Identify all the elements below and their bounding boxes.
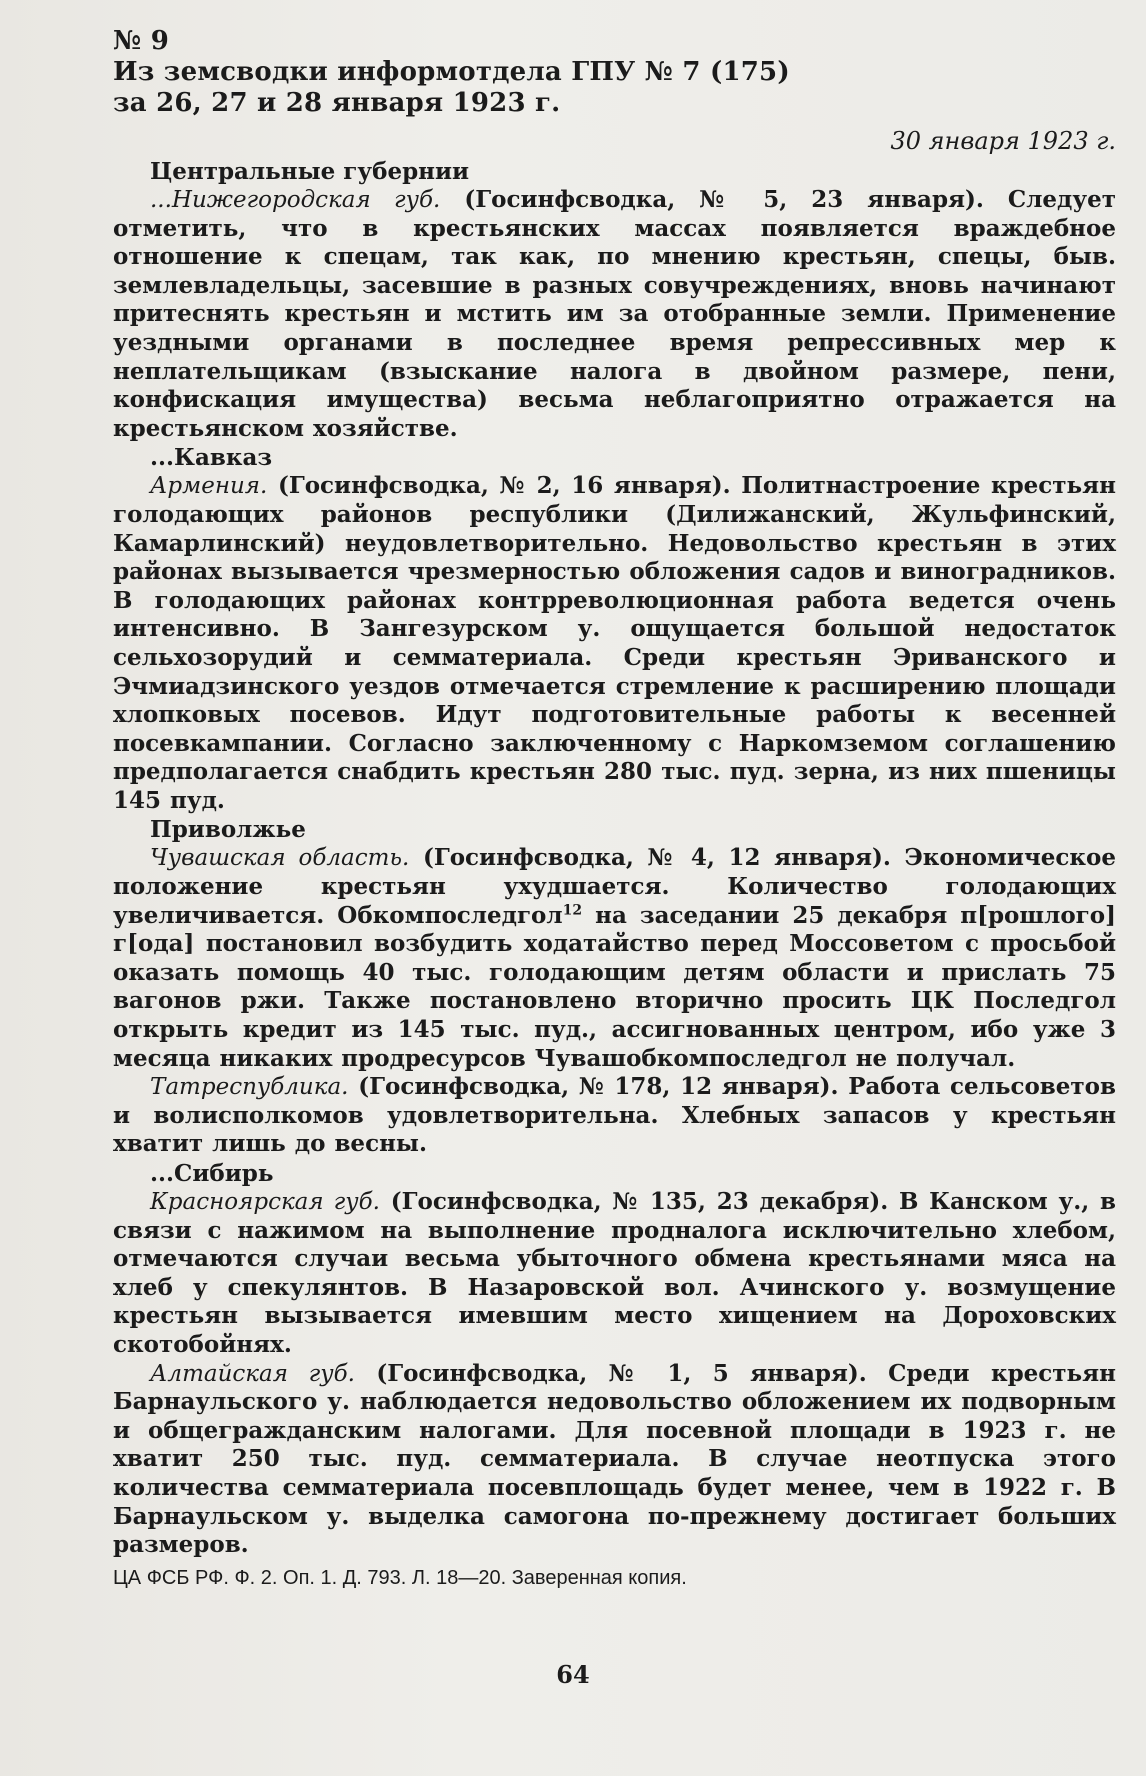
region-altai: Алтайская губ. xyxy=(150,1360,355,1387)
paragraph-krasnoyarsk xyxy=(113,1188,1116,1360)
section-siberia: ...Сибирь xyxy=(150,1160,274,1187)
section-caucasus: ...Кавказ xyxy=(150,444,273,472)
region-armenia: Армения. xyxy=(150,473,268,500)
document-date: 30 января 1923 г. xyxy=(890,127,1116,155)
document-number: № 9 xyxy=(113,26,170,56)
paragraph-chuvash xyxy=(113,844,1116,1073)
archive-source: ЦА ФСБ РФ. Ф. 2. Оп. 1. Д. 793. Л. 18—20. Заверенная копия. xyxy=(113,1566,687,1589)
region-tatar: Татреспублика. xyxy=(150,1074,349,1101)
paragraph-text: (Госинфсводка, № 5, 23 января). Следует отметить, что в крестьянских массах появляется враждебное отношение к спецам, так как, по мнению крестьян, спецы, быв. землевладельцы, засевшие в разных совучреждениях, вновь начинают притеснять крестьян и мстить им за отобранные земли. Применение уездными органами в последнее время репрессивных мер к неплательщикам (взыскание налога в двойном размере, пени, конфискация имущества) весьма неблагоприятно отражается на крестьянском хозяйстве. xyxy=(113,186,1116,442)
paragraph-text: (Госинфсводка, № 135, 23 декабря). В Канском у., в связи с нажимом на выполнение продналога исключительно хлебом, отмечаются случаи весьма убыточного обмена крестьянами мяса на хлеб у спекулянтов. В Назаровской вол. Ачинского у. возмущение крестьян вызывается имевшим место хищением на Дороховских скотобойнях. xyxy=(113,1188,1116,1358)
document-title-line-1: Из земсводки информотдела ГПУ № 7 (175) xyxy=(113,57,790,87)
paragraph-altai xyxy=(113,1360,1116,1560)
paragraph-text: (Госинфсводка, № 2, 16 января). Политнастроение крестьян голодающих районов республики (Дилижанский, Жульфинский, Камарлинский) неудовлетворительно. Недовольство крестьян в этих районах вызывается чрезмерностью обложения садов и виноградников. В голодающих районах контрреволюционная работа ведется очень интенсивно. В Зангезурском у. ощущается большой недостаток сельхозорудий и семматериала. Среди крестьян Эриванского и Эчмиадзинского уездов отмечается стремление к расширению площади хлопковых посевов. Идут подготовительные работы к весенней посевкампании. Согласно заключенному с Наркомземом соглашению предполагается снабдить крестьян 280 тыс. пуд. зерна, из них пшеницы 145 пуд. xyxy=(113,472,1116,814)
paragraph-armenia xyxy=(113,472,1116,815)
page-number: 64 xyxy=(556,1660,590,1689)
region-nizhny: ...Нижегородская губ. xyxy=(150,187,441,213)
region-chuvash: Чувашская область. xyxy=(150,845,410,872)
footnote-marker[interactable]: 12 xyxy=(562,902,583,918)
paragraph-text: (Госинфсводка, № 1, 5 января). Среди крестьян Барнаульского у. наблюдается недовольство обложением их подворным и общегражданским налогами. Для посевной площади в 1923 г. не хватит 250 тыс. пуд. семматериала. В случае неотпуска этого количества семматериала посевплощадь будет менее, чем в 1922 г. В Барнаульском у. выделка самогона по-прежнему достигает больших размеров. xyxy=(113,1359,1116,1559)
section-volga: Приволжье xyxy=(150,816,306,844)
section-central: Центральные губернии xyxy=(150,158,470,185)
document-title-line-2: за 26, 27 и 28 января 1923 г. xyxy=(113,88,561,118)
paragraph-text: на заседании 25 декабря п[рошлого] г[ода] постановил возбудить ходатайство перед Моссоветом с просьбой оказать помощь 40 тыс. голодающим детям области и прислать 75 вагонов ржи. Также постановлено вторично просить ЦК Последгол открыть кредит из 145 тыс. пуд., ассигнованных центром, ибо уже 3 месяца никаких продресурсов Чувашобкомпоследгол не получал. xyxy=(113,901,1116,1072)
paragraph-nizhny xyxy=(113,186,1116,443)
region-krasnoyarsk: Красноярская губ. xyxy=(150,1189,380,1215)
document-body xyxy=(113,26,1116,1592)
paragraph-tatar xyxy=(113,1073,1116,1159)
paragraph-text: (Госинфсводка, № 4, 12 января). Экономическое положение крестьян ухудшается. Количество голодающих увеличивается. Обкомпоследгол xyxy=(113,844,1117,929)
paragraph-text: (Госинфсводка, № 178, 12 января). Работа сельсоветов и волисполкомов удовлетворительна. Хлебных запасов у крестьян хватит лишь до весны. xyxy=(113,1073,1116,1158)
